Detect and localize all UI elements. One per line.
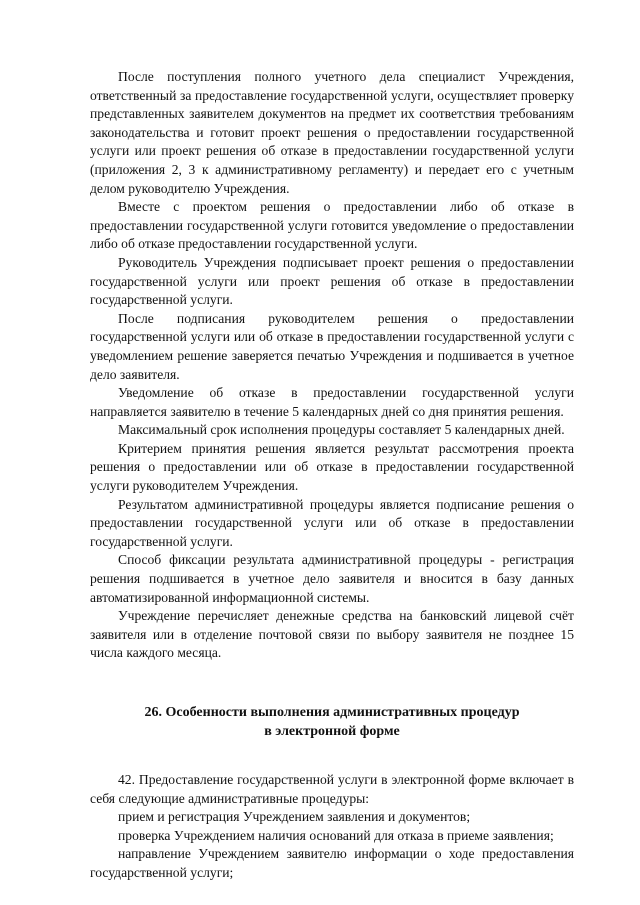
section-heading-line2: в электронной форме: [264, 724, 400, 739]
paragraph-procedure-result: Результатом административной процедуры является подписание решения о предоставлении государственной услуги или об отказе в предоставлении государственной услуги.: [90, 496, 574, 549]
paragraph-max-term: Максимальный срок исполнения процедуры составляет 5 календарных дней.: [118, 422, 565, 438]
paragraph-after-signing: После подписания руководителем решения о предоставлении государственной услуги или об отказе в предоставлении государственной услуги с уведомлением решение заверяется печатью Учреждения и подшивается в учетное дело заявителя.: [90, 310, 574, 382]
paragraph-review-documents: После поступления полного учетного дела специалист Учреждения, ответственный за предоставление государственной услуги, осуществляет проверку представленных заявителем документов на предмет их соответствия требованиям законодательства и готовит проект решения о предоставлении государственной услуги или проект решения об отказе в предоставлении государственной услуги (приложения 2, 3 к административному регламенту) и передает его с учетным делом руководителю Учреждения.: [90, 69, 574, 196]
list-item-verification: проверка Учреждением наличия оснований для отказа в приеме заявления;: [118, 827, 554, 843]
paragraph-refusal-notice: Уведомление об отказе в предоставлении государственной услуги направляется заявителю в течение 5 календарных дней со дня принятия решения.: [90, 385, 574, 419]
list-item-information: направление Учреждением заявителю информации о ходе предоставления государственной услуги;: [90, 846, 574, 880]
paragraph-result-fixation: Способ фиксации результата административной процедуры - регистрация решения подшивается в учетное дело заявителя и вносится в базу данных автоматизированной информационной системы.: [90, 552, 574, 605]
list-item-reception: прием и регистрация Учреждением заявления и документов;: [118, 809, 471, 825]
paragraph-electronic-procedures: 42. Предоставление государственной услуги в электронной форме включает в себя следующие административные процедуры:: [90, 772, 574, 806]
paragraph-funds-transfer: Учреждение перечисляет денежные средства на банковский лицевой счёт заявителя или в отделение почтовой связи по выбору заявителя не позднее 15 числа каждого месяца.: [90, 608, 574, 661]
paragraph-notification-prepared: Вместе с проектом решения о предоставлении либо об отказе в предоставлении государственной услуги готовится уведомление о предоставлении либо об отказе предоставлении государственной услуги.: [90, 199, 574, 252]
heading-spacer: [90, 741, 574, 771]
section-heading: [90, 703, 574, 741]
section-heading-line1: 26. Особенности выполнения административных процедур: [144, 705, 520, 720]
paragraph-decision-criterion: Критерием принятия решения является результат рассмотрения проекта решения о предоставлении или об отказе в предоставлении государственной услуги руководителем Учреждения.: [90, 440, 574, 494]
paragraph-head-signs: Руководитель Учреждения подписывает проект решения о предоставлении государственной услуги или проект решения об отказе в предоставлении государственной услуги.: [90, 254, 574, 308]
